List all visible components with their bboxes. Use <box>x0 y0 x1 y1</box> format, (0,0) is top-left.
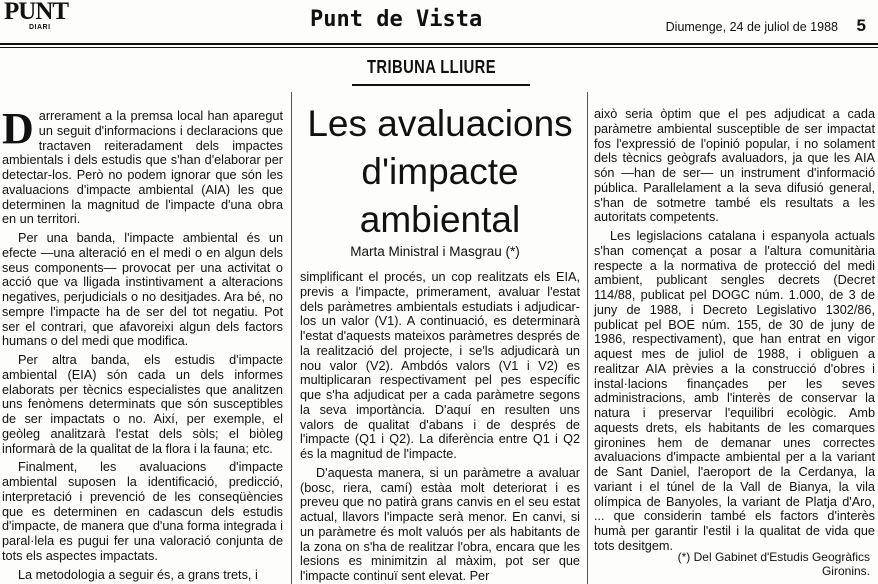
header-rule-thin <box>0 47 878 48</box>
logo-subtitle: DIARI <box>29 24 51 31</box>
article-column-3 <box>594 107 875 554</box>
column-divider <box>291 92 292 584</box>
newspaper-logo <box>4 0 84 34</box>
article-paragraph <box>2 104 283 227</box>
footnote-line: Gironins. <box>821 564 870 578</box>
headline-line: Les avaluacions <box>307 103 573 144</box>
article-paragraph: La metodologia a seguir és, a grans trets, i <box>18 567 258 582</box>
article-column-2 <box>300 270 580 584</box>
author-footnote <box>594 550 870 578</box>
article-paragraph: Per altra banda, els estudis d'impacte ambiental (EIA) són cada un dels informes elaborats per tècnics especialistes que analitzen uns fenòmens determinats que són susceptibles de ser impactats o no. Així, per exemple, el geòleg analitzarà l'estat dels sòls; el biòleg informarà de la qualitat de la flora i la fauna; etc. <box>2 353 283 456</box>
section-title: Punt de Vista <box>310 7 483 32</box>
article-paragraph: Finalment, les avaluacions d'impacte ambiental suposen la identificació, predicció, interpretació i prevenció de les conseqüències que es determinen en cadascun dels estudis d'impacte, de manera que d'una forma integrada i paral·lela es pugui fer una valoració conjunta de tots els aspectes impactats. <box>2 460 283 563</box>
drop-cap: D <box>2 104 34 153</box>
logo-wordmark: PUNT <box>4 0 69 25</box>
article-paragraph: Les legislacions catalana i espanyola actuals s'han començat a posar a l'altura comunitària respecte a la normativa de protecció del medi ambient, publicant sengles decrets (Decret 114/88, publicat pel DOGC núm. 1.000, de 3 de juny de 1988, i Decreto Legislativo 1302/86, publicat pel BOE núm. 155, de 30 de juny de 1986, respectivament), que han entrat en vigor aquest mes de juliol de 1988, i obliguen a realitzar AIA prèvies a la construcció d'obres i instal·lacions finançades per les seves administracions, amb l'interès de conservar la natura i preservar l'equilibri ecològic. Amb aquests drets, els habitants de les comarques gironines hem de demanar unes correctes avaluacions d'impacte ambiental per a la variant de Sant Daniel, l'aeroport de la Cerdanya, la variant i el túnel de la Vall de Bianya, la vila olímpica de Banyoles, la variant de Platja d'Aro, ... que considerin també els factors d'interès humà per garantir l'estil i la qualitat de vida que tots desitgem. <box>594 229 875 553</box>
section-kicker: TRIBUNA LLIURE <box>367 57 497 77</box>
footnote-line: (*) Del Gabinet d'Estudis Geogràfics <box>677 550 870 564</box>
article-headline <box>300 100 580 244</box>
headline-line: d'impacte <box>361 151 519 192</box>
article-byline: Marta Ministral i Masgrau (*) <box>350 244 520 259</box>
header-rule <box>0 43 878 45</box>
paragraph-text: arrerament a la premsa local han aparegut un seguit d'informacions i declaracions que tractaven reiteradament dels impactes ambientals i dels estudis que s'han d'elaborar per detectar-los. Però no podem ignorar que són les avaluacions d'impacte ambiental (AIA) les que determinen la magnitud de l'impacte d'una obra en un territori. <box>2 109 283 227</box>
headline-line: ambiental <box>359 199 521 240</box>
column-divider <box>587 92 588 584</box>
article-paragraph: això seria òptim que el pes adjudicat a cada paràmetre ambiental susceptible de ser impactat fos l'expressió de l'opinió popular, i no solament dels tècnics geògrafs avaluadors, ja que les AIA són —han de ser— un instrument d'informació pública. Parallelament a la seva difusió general, s'han de sotmetre també els resultats a les autoritats competents. <box>594 107 875 225</box>
article-paragraph: Per una banda, l'impacte ambiental és un efecte —una alteració en el medi o en algun dels seus components— provocat per una activitat o acció que va lligada instintivament a alteracions negatives, perjudicials o no desitjades. Ara bé, no sempre l'impacte ha de ser del tot negatiu. Pot ser el contrari, que afavoreixi algun dels factors humans o del medi que modifica. <box>2 231 283 349</box>
kicker-underline <box>352 84 530 86</box>
page-number: 5 <box>856 16 866 35</box>
article-paragraph: D'aquesta manera, si un paràmetre a avaluar (bosc, riera, camí) estàa molt deteriorat i es preveu que no patirà grans canvis en el seu estat actual, llavors l'impacte serà menor. En canvi, si un paràmetre és molt valuós per als habitants de la zona on s'ha de realitzar l'obra, encara que les lesions es minimitzin al màxim, pot ser que l'impacte continuï sent elevat. Per <box>300 465 580 583</box>
article-column-1 <box>2 104 283 582</box>
dateline: Diumenge, 24 de juliol de 1988 <box>665 20 838 34</box>
article-paragraph: simplificant el procés, un cop realitzats els EIA, previs a l'impacte, primerament, avaluar l'estat dels paràmetres ambientals estudiats i adjudicar-los un valor (V1). A continuació, es determinarà l'estat d'aquests mateixos paràmetres després de la realització del projecte, i se'ls adjudicarà un nou valor (V2). Ambdós valors (V1 i V2) es multiplicaran respectivament pel pes específic que s'ha adjudicat per a cada paràmetre segons la seva importància. D'aquí en resulten uns valors de qualitat d'abans i de després de l'impacte (Q1 i Q2). La diferència entre Q1 i Q2 és la magnitud de l'impacte. <box>300 270 580 461</box>
